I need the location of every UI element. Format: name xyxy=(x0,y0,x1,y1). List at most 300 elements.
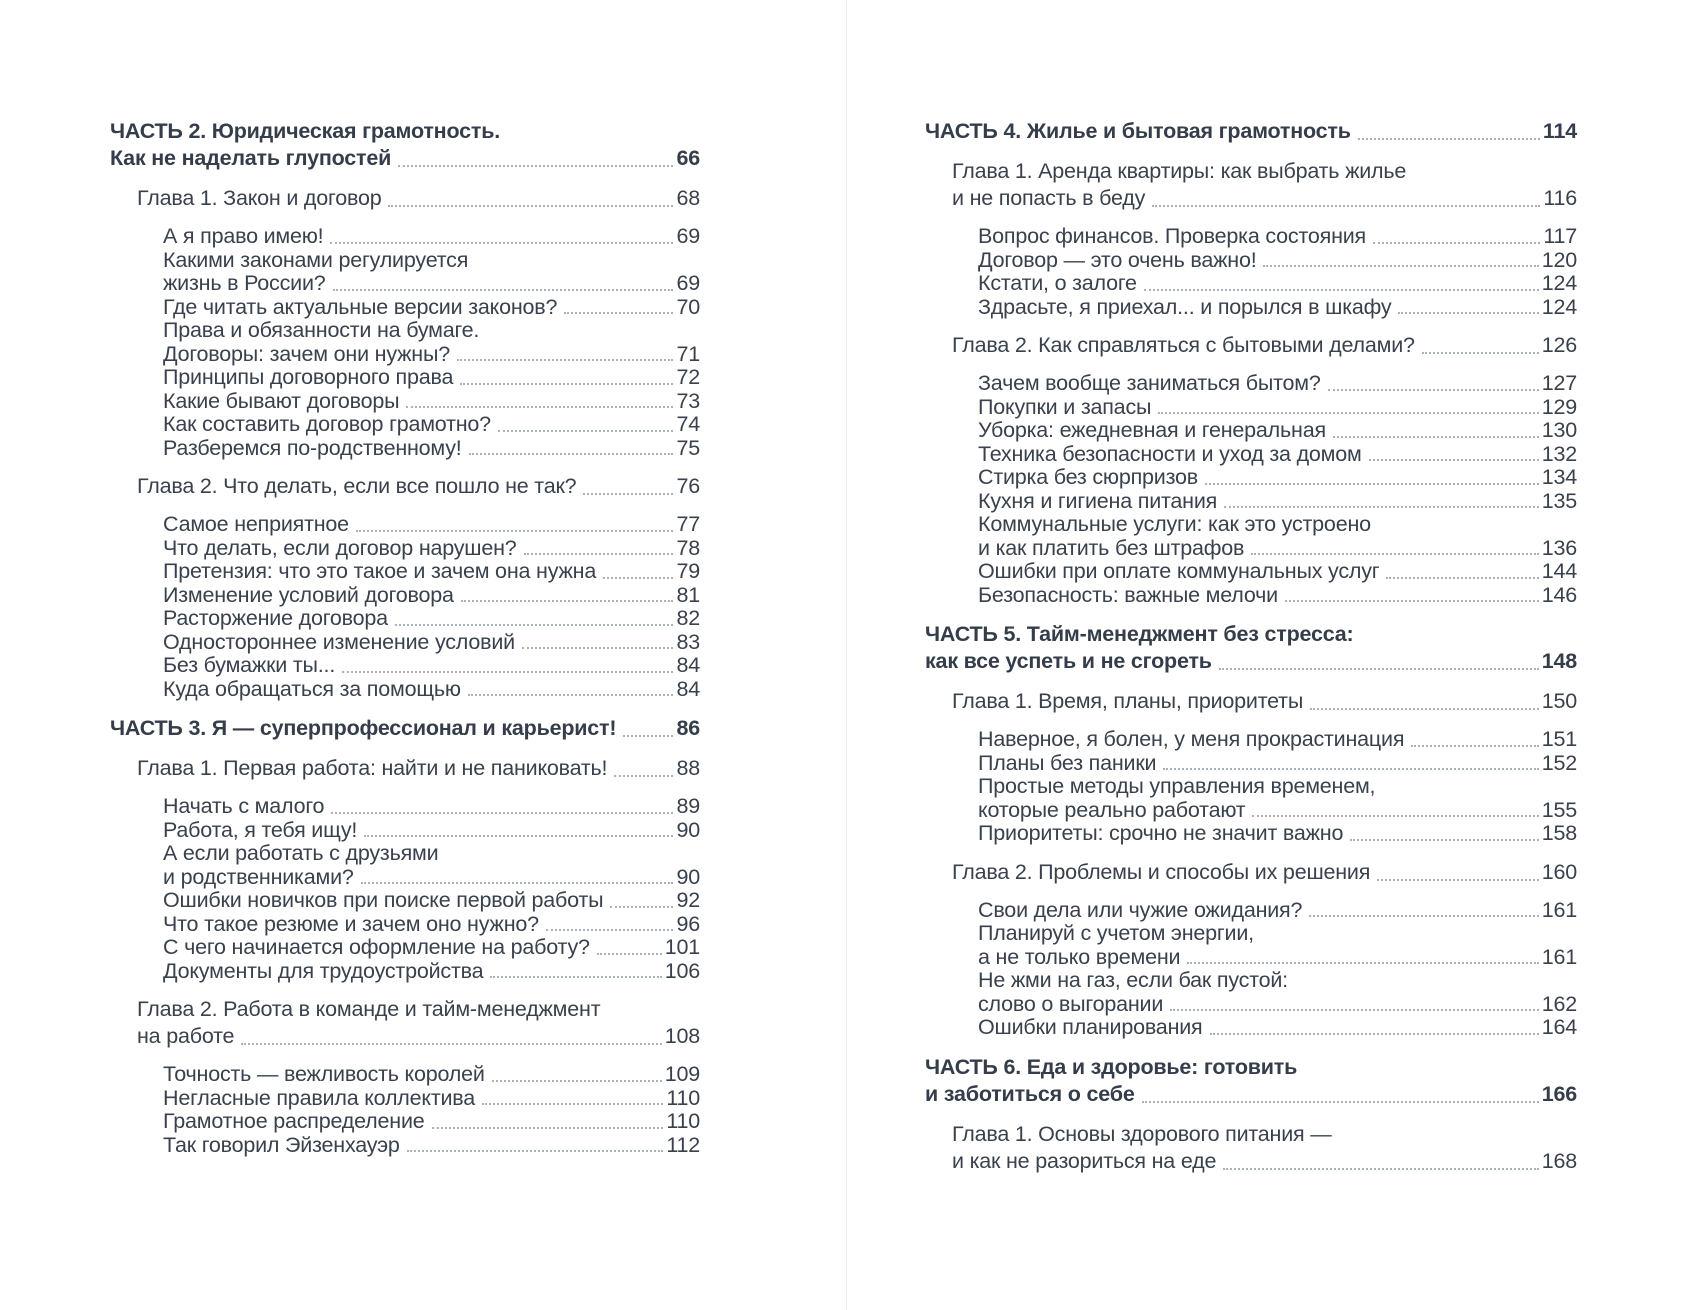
entry-title: Коммунальные услуги: как это устроено xyxy=(978,512,1371,536)
entry-page-number: 134 xyxy=(1541,465,1577,489)
toc-item-entry xyxy=(163,413,700,437)
entry-title: Глава 1. Время, планы, приоритеты xyxy=(952,689,1304,713)
dot-leader xyxy=(597,953,662,955)
entry-title: Покупки и запасы xyxy=(978,394,1152,419)
entry-line xyxy=(952,158,1577,185)
dot-leader xyxy=(498,430,674,432)
toc-item-entry xyxy=(163,960,700,984)
entry-line xyxy=(978,396,1577,420)
dot-leader xyxy=(1328,389,1539,391)
entry-line xyxy=(163,913,700,937)
dot-leader xyxy=(610,906,673,908)
toc-item-entry xyxy=(163,842,700,889)
entry-title: которые реально работают xyxy=(978,797,1246,822)
entry-page-number: 89 xyxy=(676,794,700,818)
toc-item-entry xyxy=(978,249,1577,273)
entry-line xyxy=(925,1081,1577,1108)
entry-line xyxy=(925,648,1577,675)
toc-page-right xyxy=(925,118,1577,1175)
toc-part-entry xyxy=(110,715,700,742)
dot-leader xyxy=(1219,668,1539,670)
entry-title: Договор — это очень важно! xyxy=(978,247,1257,272)
entry-line xyxy=(163,343,700,367)
entry-page-number: 82 xyxy=(676,606,700,630)
toc-section xyxy=(925,118,1577,607)
entry-page-number: 130 xyxy=(1541,418,1577,442)
toc-item-entry xyxy=(163,225,700,249)
dot-leader xyxy=(1377,879,1539,881)
entry-line xyxy=(978,728,1577,752)
toc-item-entry xyxy=(163,584,700,608)
dot-leader xyxy=(331,812,673,814)
entry-line xyxy=(137,996,700,1023)
entry-line xyxy=(952,185,1577,212)
entry-page-number: 152 xyxy=(1541,750,1577,775)
entry-page-number: 146 xyxy=(1541,582,1577,607)
entry-title: Глава 1. Закон и договор xyxy=(137,186,382,210)
entry-page-number: 92 xyxy=(676,888,700,912)
entry-title: ЧАСТЬ 3. Я — суперпрофессионал и карьерист! xyxy=(110,716,617,740)
dot-leader xyxy=(388,205,673,207)
entry-line xyxy=(163,584,700,608)
entry-page-number: 117 xyxy=(1543,224,1577,248)
toc-chapter-entry xyxy=(110,755,700,782)
entry-title: ЧАСТЬ 6. Еда и здоровье: готовить xyxy=(925,1054,1298,1079)
entry-line xyxy=(163,319,700,343)
dot-leader xyxy=(468,694,674,696)
toc-chapter-entry xyxy=(110,473,700,500)
entry-page-number: 90 xyxy=(676,864,700,889)
entry-title: Глава 2. Как справляться с бытовыми делами? xyxy=(952,333,1415,357)
toc-item-entry xyxy=(978,775,1577,822)
dot-leader xyxy=(1163,768,1538,770)
entry-line xyxy=(952,1148,1577,1175)
entry-line xyxy=(163,936,700,960)
entry-title: Где читать актуальные версии законов? xyxy=(163,294,558,319)
entry-line xyxy=(978,466,1577,490)
toc-part-entry xyxy=(925,1054,1577,1108)
entry-line xyxy=(978,560,1577,584)
dot-leader xyxy=(603,577,673,579)
toc-item-entry xyxy=(978,752,1577,776)
entry-line xyxy=(163,960,700,984)
entry-page-number: 120 xyxy=(1541,247,1577,272)
dot-leader xyxy=(241,1043,661,1045)
entry-line xyxy=(163,1087,700,1111)
toc-item-entry xyxy=(978,225,1577,249)
entry-title: Ошибки планирования xyxy=(978,1015,1203,1039)
entry-line xyxy=(163,819,700,843)
dot-leader xyxy=(469,453,674,455)
entry-line xyxy=(978,822,1577,846)
entry-line xyxy=(978,537,1577,561)
toc-chapter-entry xyxy=(925,158,1577,212)
toc-part-entry xyxy=(925,118,1577,145)
entry-line xyxy=(163,678,700,702)
entry-line xyxy=(163,249,700,273)
entry-page-number: 116 xyxy=(1543,186,1577,210)
entry-line xyxy=(163,1110,700,1134)
entry-page-number: 69 xyxy=(676,271,700,295)
dot-leader xyxy=(407,1150,664,1152)
toc-item-entry xyxy=(978,922,1577,969)
entry-line xyxy=(978,584,1577,608)
entry-title: Как составить договор грамотно? xyxy=(163,412,491,436)
entry-title: Разберемся по-родственному! xyxy=(163,435,462,460)
entry-line xyxy=(163,225,700,249)
toc-item-group xyxy=(925,225,1577,319)
entry-title: и как не разориться на еде xyxy=(952,1148,1217,1173)
entry-line xyxy=(110,715,700,742)
toc-item-entry xyxy=(163,560,700,584)
toc-item-entry xyxy=(163,437,700,461)
entry-title: Документы для трудоустройства xyxy=(163,958,484,983)
entry-page-number: 129 xyxy=(1541,394,1577,419)
dot-leader xyxy=(1411,745,1538,747)
entry-line xyxy=(978,799,1577,823)
entry-page-number: 72 xyxy=(676,365,700,389)
entry-page-number: 150 xyxy=(1541,689,1577,713)
entry-title: Глава 2. Работа в команде и тайм-менеджмент xyxy=(137,997,601,1021)
toc-chapter-entry xyxy=(925,859,1577,886)
entry-page-number: 110 xyxy=(666,1109,700,1133)
entry-line xyxy=(978,419,1577,443)
toc-item-entry xyxy=(978,490,1577,514)
entry-line xyxy=(925,1054,1577,1081)
entry-line xyxy=(925,621,1577,648)
dot-leader xyxy=(1263,265,1538,267)
entry-line xyxy=(978,296,1577,320)
entry-page-number: 106 xyxy=(664,958,700,983)
dot-leader xyxy=(1170,1009,1539,1011)
dot-leader xyxy=(457,359,674,361)
toc-item-entry xyxy=(978,822,1577,846)
dot-leader xyxy=(1285,600,1539,602)
entry-title: С чего начинается оформление на работу? xyxy=(163,935,590,959)
entry-page-number: 70 xyxy=(676,294,700,319)
dot-leader xyxy=(406,406,673,408)
toc-item-entry xyxy=(978,466,1577,490)
dot-leader xyxy=(546,929,674,931)
toc-item-entry xyxy=(978,1016,1577,1040)
entry-title: Техника безопасности и уход за домом xyxy=(978,441,1362,466)
entry-line xyxy=(163,560,700,584)
toc-section xyxy=(110,118,700,701)
entry-line xyxy=(163,607,700,631)
entry-line xyxy=(163,631,700,655)
entry-title: Уборка: ежедневная и генеральная xyxy=(978,418,1326,442)
entry-line xyxy=(163,390,700,414)
entry-line xyxy=(952,688,1577,715)
entry-line xyxy=(978,1016,1577,1040)
entry-line xyxy=(163,866,700,890)
entry-page-number: 136 xyxy=(1541,535,1577,560)
entry-line xyxy=(110,118,700,145)
dot-leader xyxy=(460,383,673,385)
entry-title: Ошибки при оплате коммунальных услуг xyxy=(978,559,1380,583)
entry-page-number: 71 xyxy=(676,341,700,366)
entry-line xyxy=(163,296,700,320)
dot-leader xyxy=(1224,506,1539,508)
dot-leader xyxy=(1252,815,1538,817)
entry-page-number: 161 xyxy=(1541,897,1577,922)
entry-page-number: 86 xyxy=(676,716,700,740)
entry-page-number: 161 xyxy=(1541,944,1577,969)
entry-title: Права и обязанности на бумаге. xyxy=(163,318,480,342)
toc-item-group xyxy=(110,225,700,460)
toc-item-entry xyxy=(163,1063,700,1087)
toc-item-entry xyxy=(163,1087,700,1111)
dot-leader xyxy=(1373,242,1540,244)
entry-title: Кстати, о залоге xyxy=(978,271,1137,295)
entry-line xyxy=(978,752,1577,776)
entry-page-number: 151 xyxy=(1541,727,1577,751)
toc-item-entry xyxy=(163,678,700,702)
dot-leader xyxy=(1369,459,1539,461)
toc-section xyxy=(925,621,1577,1040)
toc-item-entry xyxy=(163,654,700,678)
dot-leader xyxy=(1152,205,1540,207)
entry-title: Стирка без сюрпризов xyxy=(978,465,1198,489)
entry-title: Приоритеты: срочно не значит важно xyxy=(978,821,1344,845)
dot-leader xyxy=(461,600,674,602)
entry-title: Что делать, если договор нарушен? xyxy=(163,535,517,560)
entry-title: Грамотное распределение xyxy=(163,1109,425,1133)
toc-item-entry xyxy=(163,537,700,561)
entry-line xyxy=(978,922,1577,946)
dot-leader xyxy=(1144,289,1539,291)
entry-page-number: 90 xyxy=(676,817,700,842)
entry-title: Безопасность: важные мелочи xyxy=(978,582,1278,607)
entry-line xyxy=(978,899,1577,923)
entry-page-number: 124 xyxy=(1541,271,1577,295)
toc-page-left xyxy=(110,118,700,1157)
toc-item-entry xyxy=(163,1134,700,1158)
entry-line xyxy=(163,272,700,296)
dot-leader xyxy=(492,1080,662,1082)
entry-title: Не жми на газ, если бак пустой: xyxy=(978,968,1288,992)
dot-leader xyxy=(1358,138,1540,140)
dot-leader xyxy=(1187,962,1538,964)
entry-title: Как не наделать глупостей xyxy=(110,146,392,170)
entry-title: и не попасть в беду xyxy=(952,186,1146,210)
entry-page-number: 75 xyxy=(676,435,700,460)
entry-line xyxy=(978,372,1577,396)
toc-item-entry xyxy=(978,728,1577,752)
entry-page-number: 101 xyxy=(664,935,700,959)
toc-item-entry xyxy=(163,936,700,960)
entry-line xyxy=(978,249,1577,273)
entry-line xyxy=(137,473,700,500)
entry-page-number: 88 xyxy=(676,756,700,780)
dot-leader xyxy=(342,671,673,673)
entry-title: Одностороннее изменение условий xyxy=(163,629,515,654)
toc-chapter-entry xyxy=(110,185,700,212)
entry-title: Планы без паники xyxy=(978,750,1157,775)
toc-item-entry xyxy=(978,560,1577,584)
entry-line xyxy=(163,889,700,913)
entry-title: Принципы договорного права xyxy=(163,365,454,389)
toc-item-group xyxy=(925,899,1577,1040)
entry-page-number: 96 xyxy=(676,911,700,936)
dot-leader xyxy=(1310,708,1539,710)
entry-line xyxy=(137,755,700,782)
entry-title: А я право имею! xyxy=(163,224,324,248)
entry-title: как все успеть и не сгореть xyxy=(925,649,1212,673)
entry-page-number: 109 xyxy=(664,1062,700,1086)
entry-title: Вопрос финансов. Проверка состояния xyxy=(978,224,1366,248)
entry-title: Глава 2. Что делать, если все пошло не так? xyxy=(137,474,577,498)
entry-page-number: 76 xyxy=(676,474,700,498)
dot-leader xyxy=(364,835,673,837)
entry-title: А если работать с друзьями xyxy=(163,841,439,865)
toc-item-entry xyxy=(163,607,700,631)
toc-item-entry xyxy=(978,513,1577,560)
entry-page-number: 114 xyxy=(1542,119,1577,143)
entry-line xyxy=(978,272,1577,296)
toc-item-entry xyxy=(163,249,700,296)
entry-page-number: 162 xyxy=(1541,991,1577,1016)
toc-part-entry xyxy=(110,118,700,172)
entry-title: Наверное, я болен, у меня прокрастинация xyxy=(978,727,1405,751)
entry-line xyxy=(978,775,1577,799)
entry-page-number: 77 xyxy=(676,512,700,536)
entry-title: Какие бывают договоры xyxy=(163,388,400,413)
entry-title: и заботиться о себе xyxy=(925,1081,1135,1106)
entry-title: Глава 2. Проблемы и способы их решения xyxy=(952,859,1371,884)
toc-item-entry xyxy=(163,1110,700,1134)
entry-title: слово о выгорании xyxy=(978,991,1164,1016)
entry-title: Начать с малого xyxy=(163,794,325,818)
entry-title: Что такое резюме и зачем оно нужно? xyxy=(163,911,539,936)
entry-title: Расторжение договора xyxy=(163,606,388,630)
entry-title: Глава 1. Аренда квартиры: как выбрать жилье xyxy=(952,159,1407,183)
entry-page-number: 126 xyxy=(1541,333,1577,357)
entry-title: а не только времени xyxy=(978,944,1181,969)
toc-item-entry xyxy=(978,969,1577,1016)
dot-leader xyxy=(1158,412,1538,414)
toc-chapter-entry xyxy=(925,332,1577,359)
entry-line xyxy=(163,795,700,819)
toc-chapter-entry xyxy=(925,1121,1577,1175)
entry-page-number: 73 xyxy=(676,388,700,413)
entry-title: Негласные правила коллектива xyxy=(163,1085,476,1110)
toc-item-entry xyxy=(163,390,700,414)
entry-line xyxy=(952,859,1577,886)
toc-item-group xyxy=(925,372,1577,607)
entry-title: и родственниками? xyxy=(163,864,354,889)
entry-page-number: 112 xyxy=(666,1132,700,1157)
dot-leader xyxy=(522,647,674,649)
dot-leader xyxy=(482,1103,663,1105)
entry-title: жизнь в России? xyxy=(163,271,326,295)
dot-leader xyxy=(1398,312,1538,314)
entry-title: Точность — вежливость королей xyxy=(163,1062,485,1086)
entry-title: на работе xyxy=(137,1024,235,1048)
entry-page-number: 166 xyxy=(1541,1081,1577,1106)
dot-leader xyxy=(398,165,673,167)
toc-item-entry xyxy=(163,795,700,819)
entry-line xyxy=(163,366,700,390)
entry-page-number: 144 xyxy=(1541,559,1577,583)
entry-title: Зачем вообще заниматься бытом? xyxy=(978,371,1321,395)
dot-leader xyxy=(1251,553,1539,555)
entry-line xyxy=(163,1063,700,1087)
toc-item-group xyxy=(110,513,700,701)
toc-item-entry xyxy=(163,889,700,913)
entry-page-number: 66 xyxy=(676,146,700,170)
toc-item-group xyxy=(110,1063,700,1157)
dot-leader xyxy=(524,553,674,555)
dot-leader xyxy=(623,735,673,737)
entry-page-number: 110 xyxy=(666,1085,700,1110)
toc-item-entry xyxy=(978,899,1577,923)
toc-item-entry xyxy=(978,296,1577,320)
entry-line xyxy=(978,969,1577,993)
entry-line xyxy=(163,537,700,561)
toc-item-entry xyxy=(163,631,700,655)
entry-page-number: 81 xyxy=(676,582,700,607)
dot-leader xyxy=(1350,839,1538,841)
entry-title: Ошибки новичков при поиске первой работы xyxy=(163,888,604,912)
dot-leader xyxy=(564,312,673,314)
entry-page-number: 108 xyxy=(664,1024,700,1048)
entry-title: Глава 1. Основы здорового питания — xyxy=(952,1121,1332,1146)
entry-title: Претензия: что это такое и зачем она нужна xyxy=(163,559,597,583)
entry-title: Здрасьте, я приехал... и порылся в шкафу xyxy=(978,294,1392,319)
entry-page-number: 83 xyxy=(676,629,700,654)
toc-item-entry xyxy=(978,372,1577,396)
entry-line xyxy=(163,1134,700,1158)
entry-title: Самое неприятное xyxy=(163,512,349,536)
toc-item-entry xyxy=(163,319,700,366)
toc-item-entry xyxy=(978,584,1577,608)
toc-item-entry xyxy=(978,443,1577,467)
entry-line xyxy=(978,993,1577,1017)
entry-page-number: 148 xyxy=(1541,649,1577,673)
entry-page-number: 127 xyxy=(1541,371,1577,395)
toc-item-group xyxy=(110,795,700,983)
entry-page-number: 74 xyxy=(676,412,700,436)
dot-leader xyxy=(1333,436,1539,438)
entry-line xyxy=(137,1023,700,1050)
dot-leader xyxy=(356,530,674,532)
toc-item-group xyxy=(925,728,1577,846)
entry-title: ЧАСТЬ 2. Юридическая грамотность. xyxy=(110,119,500,143)
entry-line xyxy=(163,654,700,678)
toc-item-entry xyxy=(163,819,700,843)
dot-leader xyxy=(1309,915,1538,917)
dot-leader xyxy=(395,624,674,626)
entry-title: Работа, я тебя ищу! xyxy=(163,817,358,842)
entry-title: Куда обращаться за помощью xyxy=(163,676,461,701)
toc-item-entry xyxy=(163,296,700,320)
toc-chapter-entry xyxy=(925,688,1577,715)
entry-line xyxy=(952,332,1577,359)
entry-page-number: 135 xyxy=(1541,488,1577,513)
entry-title: Кухня и гигиена питания xyxy=(978,488,1218,513)
entry-title: ЧАСТЬ 5. Тайм-менеджмент без стресса: xyxy=(925,622,1354,646)
entry-page-number: 164 xyxy=(1541,1015,1577,1039)
toc-section xyxy=(925,1054,1577,1175)
toc-item-entry xyxy=(163,513,700,537)
dot-leader xyxy=(361,882,674,884)
dot-leader xyxy=(583,493,673,495)
entry-page-number: 132 xyxy=(1541,441,1577,466)
toc-item-entry xyxy=(978,396,1577,420)
entry-title: Так говорил Эйзенхауэр xyxy=(163,1132,400,1157)
toc-item-entry xyxy=(163,366,700,390)
